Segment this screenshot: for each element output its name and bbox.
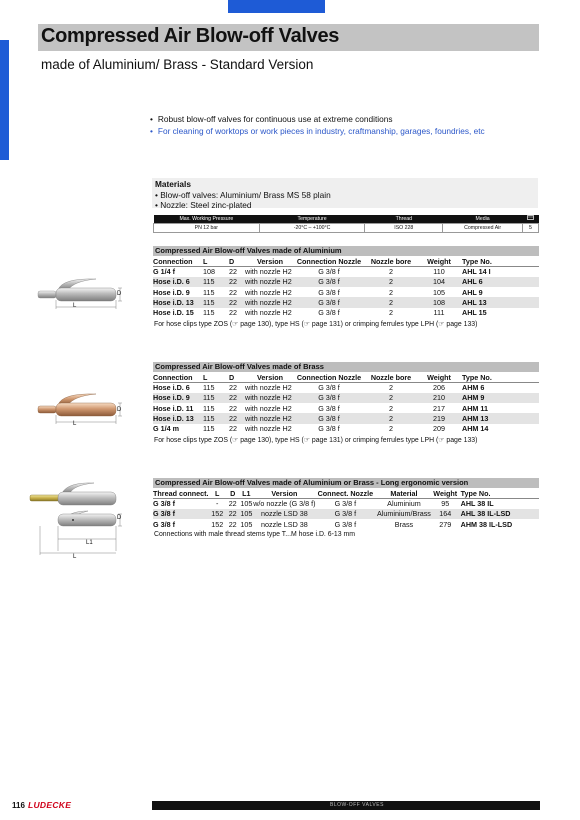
section-title-brass: Compressed Air Blow-off Valves made of Brass bbox=[153, 362, 539, 372]
cell-l: 152 bbox=[209, 509, 226, 519]
cell-l: 115 bbox=[203, 403, 215, 413]
section-note: For hose clips type ZOS (☞ page 130), type HS (☞ page 131) or crimping ferrules type LPH (☞ page 133) bbox=[154, 321, 478, 328]
cell-connection: G 1/4 m bbox=[153, 424, 179, 434]
section-note: For hose clips type ZOS (☞ page 130), type HS (☞ page 131) or crimping ferrules type LPH (☞ page 133) bbox=[154, 437, 478, 444]
cell-d: 22 bbox=[229, 393, 245, 403]
column-header: Version bbox=[245, 256, 295, 267]
spec-header: Media bbox=[443, 215, 523, 223]
column-header: Type No. bbox=[458, 488, 539, 499]
table-row bbox=[153, 509, 539, 519]
cell-version: with nozzle H2 bbox=[245, 267, 292, 277]
column-header: D bbox=[226, 488, 239, 499]
table-row bbox=[153, 393, 539, 403]
table-row bbox=[153, 383, 539, 393]
cell-nozzle: G 3/8 f bbox=[318, 308, 340, 318]
cell-d: 22 bbox=[229, 308, 237, 318]
cell-bore: 2 bbox=[363, 297, 419, 307]
cell-d: 22 bbox=[229, 413, 245, 423]
cell-l1: 105 bbox=[240, 509, 253, 519]
cell-l: 115 bbox=[203, 277, 229, 287]
cell-version: with nozzle H2 bbox=[245, 393, 295, 403]
table-header-row bbox=[153, 488, 539, 499]
spec-value: Compressed Air bbox=[443, 223, 523, 232]
cell-l1: 105 bbox=[240, 519, 253, 529]
dimension-d-label: D bbox=[117, 515, 122, 521]
column-header: Weight bbox=[433, 488, 458, 498]
table-row bbox=[153, 424, 539, 434]
page-subtitle: made of Aluminium/ Brass - Standard Version bbox=[41, 57, 314, 72]
page-number: 116 bbox=[12, 801, 25, 810]
section-note: Connections with male thread stems type T...M hose i.D. 6-13 mm bbox=[154, 531, 355, 538]
cell-d: 22 bbox=[229, 267, 237, 277]
column-header: Connection bbox=[153, 372, 203, 383]
cell-version: with nozzle H2 bbox=[245, 403, 292, 413]
cell-material: Aluminium bbox=[387, 499, 421, 509]
cell-type-no: AHM 14 bbox=[462, 424, 489, 434]
column-header: Connection Nozzle bbox=[296, 256, 362, 266]
cell-connection: G 1/4 f bbox=[153, 267, 175, 277]
cell-weight: 95 bbox=[441, 499, 450, 509]
column-header: D bbox=[229, 256, 245, 267]
cell-thread: G 3/8 f bbox=[153, 499, 175, 509]
cell-nozzle: G 3/8 f bbox=[318, 287, 340, 297]
cell-thread: G 3/8 f bbox=[153, 519, 175, 529]
dimension-l-label: L bbox=[73, 303, 77, 309]
materials-item: • Blow-off valves: Aluminium/ Brass MS 58 plain bbox=[155, 189, 331, 200]
cell-thread: G 3/8 f bbox=[153, 509, 209, 519]
cell-connection: Hose i.D. 13 bbox=[153, 413, 203, 423]
dimension-d-label: D bbox=[117, 407, 122, 413]
cell-bore: 2 bbox=[363, 393, 419, 403]
brass-valve-image bbox=[34, 391, 126, 431]
cell-nozzle: G 3/8 f bbox=[318, 424, 340, 434]
cell-nozzle: G 3/8 f bbox=[318, 267, 340, 277]
column-header: Version bbox=[253, 488, 315, 499]
cell-weight: 279 bbox=[439, 519, 452, 529]
side-accent-bar bbox=[0, 40, 9, 160]
cell-l: 115 bbox=[203, 287, 215, 297]
cell-material: Aluminium/Brass bbox=[376, 509, 431, 519]
cell-nozzle: G 3/8 f bbox=[334, 499, 357, 509]
column-header: Nozzle bore bbox=[363, 372, 419, 383]
column-header: L bbox=[203, 256, 229, 267]
cell-connection: Hose i.D. 9 bbox=[153, 287, 190, 297]
product-table-ergonomic bbox=[153, 488, 539, 529]
cell-d: 22 bbox=[229, 424, 237, 434]
table-row bbox=[153, 519, 539, 529]
cell-weight: 110 bbox=[433, 267, 445, 277]
table-row bbox=[153, 287, 539, 297]
cell-weight: 206 bbox=[433, 383, 445, 393]
cell-weight: 108 bbox=[419, 297, 459, 307]
cell-version: with nozzle H2 bbox=[245, 277, 295, 287]
spec-header: Thread bbox=[365, 215, 443, 223]
package-icon bbox=[523, 215, 539, 223]
cell-version: with nozzle H2 bbox=[245, 287, 292, 297]
cell-version: w/o nozzle (G 3/8 f) bbox=[253, 499, 316, 509]
section-title-ergonomic: Compressed Air Blow-off Valves made of Aluminium or Brass - Long ergonomic version bbox=[153, 478, 539, 488]
column-header: L1 bbox=[239, 488, 253, 499]
cell-type-no: AHL 13 bbox=[459, 297, 539, 307]
cell-l1: 105 bbox=[240, 499, 253, 509]
cell-version: nozzle LSD 38 bbox=[261, 519, 308, 529]
cell-connection: Hose i.D. 15 bbox=[153, 308, 194, 318]
column-header: L bbox=[203, 372, 229, 383]
cell-d: 22 bbox=[228, 519, 237, 529]
table-row bbox=[153, 499, 539, 509]
cell-type-no: AHL 15 bbox=[462, 308, 487, 318]
cell-weight: 104 bbox=[419, 277, 459, 287]
dimension-l-label: L bbox=[73, 421, 77, 427]
column-header: Thread connect. bbox=[153, 488, 209, 498]
cell-bore: 2 bbox=[363, 413, 419, 423]
cell-version: nozzle LSD 38 bbox=[253, 509, 315, 519]
cell-bore: 2 bbox=[389, 308, 393, 318]
cell-l: - bbox=[216, 499, 219, 509]
cell-nozzle: G 3/8 f bbox=[318, 383, 340, 393]
materials-box bbox=[152, 178, 538, 208]
cell-l: 108 bbox=[203, 267, 215, 277]
table-header-row bbox=[153, 256, 539, 267]
section-title-aluminium: Compressed Air Blow-off Valves made of Aluminium bbox=[153, 246, 539, 256]
cell-d: 22 bbox=[229, 277, 245, 287]
cell-version: with nozzle H2 bbox=[245, 308, 292, 318]
cell-nozzle: G 3/8 f bbox=[334, 519, 357, 529]
cell-bore: 2 bbox=[389, 287, 393, 297]
cell-type-no: AHM 6 bbox=[462, 383, 485, 393]
top-tab-marker bbox=[228, 0, 325, 13]
cell-nozzle: G 3/8 f bbox=[295, 413, 363, 423]
brand-logo: LUDECKE bbox=[28, 800, 72, 810]
page-title: Compressed Air Blow-off Valves bbox=[41, 25, 340, 47]
cell-connection: Hose i.D. 13 bbox=[153, 297, 203, 307]
cell-bore: 2 bbox=[389, 383, 393, 393]
column-header: Weight bbox=[419, 372, 459, 383]
cell-bore: 2 bbox=[389, 267, 393, 277]
cell-version: with nozzle H2 bbox=[245, 413, 295, 423]
materials-heading: Materials bbox=[155, 179, 191, 189]
table-header-row bbox=[153, 372, 539, 383]
cell-type-no: AHM 9 bbox=[459, 393, 539, 403]
cell-nozzle: G 3/8 f bbox=[295, 393, 363, 403]
cell-type-no: AHL 38 IL bbox=[460, 499, 494, 509]
column-header: L bbox=[209, 488, 226, 499]
spec-header: Temperature bbox=[259, 215, 365, 223]
cell-nozzle: G 3/8 f bbox=[316, 509, 376, 519]
cell-weight: 219 bbox=[419, 413, 459, 423]
spec-value: ISO 228 bbox=[365, 223, 443, 232]
cell-weight: 217 bbox=[433, 403, 445, 413]
feature-item: • For cleaning of worktops or work pieces in industry, craftmanship, garages, foundries, etc bbox=[150, 125, 485, 137]
cell-l: 115 bbox=[203, 413, 229, 423]
cell-d: 22 bbox=[228, 499, 237, 509]
cell-l: 115 bbox=[203, 308, 215, 318]
cell-version: with nozzle H2 bbox=[245, 424, 292, 434]
column-header: Nozzle bore bbox=[363, 256, 419, 267]
aluminium-valve-image bbox=[34, 276, 126, 316]
cell-type-no: AHM 38 IL-LSD bbox=[460, 519, 513, 529]
product-table-brass bbox=[153, 372, 539, 434]
cell-nozzle: G 3/8 f bbox=[295, 297, 363, 307]
table-row bbox=[153, 267, 539, 277]
spec-value: PN 12 bar bbox=[154, 223, 260, 232]
column-header: Type No. bbox=[459, 256, 539, 267]
dimension-l1-label: L1 bbox=[86, 540, 93, 546]
dimension-l-label: L bbox=[73, 554, 77, 560]
table-row bbox=[153, 403, 539, 413]
cell-type-no: AHL 6 bbox=[459, 277, 539, 287]
cell-weight: 111 bbox=[433, 308, 445, 318]
product-table-aluminium bbox=[153, 256, 539, 318]
cell-weight: 164 bbox=[433, 509, 458, 519]
table-row bbox=[153, 297, 539, 307]
cell-type-no: AHM 13 bbox=[459, 413, 539, 423]
cell-material: Brass bbox=[394, 519, 414, 529]
cell-nozzle: G 3/8 f bbox=[318, 403, 340, 413]
cell-type-no: AHL 38 IL-LSD bbox=[458, 509, 539, 519]
column-header: Weight bbox=[419, 256, 459, 267]
cell-connection: Hose i.D. 9 bbox=[153, 393, 203, 403]
cell-weight: 209 bbox=[433, 424, 445, 434]
spec-header: Max. Working Pressure bbox=[154, 215, 260, 223]
cell-nozzle: G 3/8 f bbox=[295, 277, 363, 287]
cell-weight: 105 bbox=[433, 287, 445, 297]
cell-bore: 2 bbox=[363, 277, 419, 287]
cell-l: 115 bbox=[203, 297, 229, 307]
spec-table bbox=[153, 215, 539, 233]
cell-d: 22 bbox=[229, 383, 237, 393]
cell-l: 115 bbox=[203, 393, 229, 403]
cell-connection: Hose i.D. 11 bbox=[153, 403, 194, 413]
materials-item: • Nozzle: Steel zinc-plated bbox=[155, 200, 252, 210]
cell-d: 22 bbox=[229, 297, 245, 307]
cell-d: 22 bbox=[226, 509, 239, 519]
cell-d: 22 bbox=[229, 287, 237, 297]
column-header: Connect. Nozzle bbox=[316, 488, 376, 499]
column-header: Connection bbox=[153, 256, 203, 267]
spec-value: -20°C – +100°C bbox=[259, 223, 365, 232]
cell-version: with nozzle H2 bbox=[245, 297, 295, 307]
footer-label: BLOW-OFF VALVES bbox=[330, 802, 384, 808]
table-row bbox=[153, 308, 539, 318]
column-header: Version bbox=[245, 372, 295, 383]
feature-item: • Robust blow-off valves for continuous use at extreme conditions bbox=[150, 113, 485, 125]
cell-type-no: AHL 14 I bbox=[462, 267, 491, 277]
cell-type-no: AHL 9 bbox=[462, 287, 483, 297]
cell-l: 152 bbox=[211, 519, 224, 529]
cell-d: 22 bbox=[229, 403, 237, 413]
column-header: Material bbox=[375, 488, 433, 499]
column-header: Connection Nozzle bbox=[296, 372, 362, 382]
spec-value: 5 bbox=[523, 223, 539, 232]
cell-bore: 2 bbox=[389, 424, 393, 434]
cell-bore: 2 bbox=[389, 403, 393, 413]
cell-connection: Hose i.D. 6 bbox=[153, 383, 190, 393]
cell-type-no: AHM 11 bbox=[462, 403, 488, 413]
table-row bbox=[153, 277, 539, 287]
cell-l: 115 bbox=[203, 424, 215, 434]
long-ergonomic-valve-image bbox=[28, 481, 124, 561]
cell-weight: 210 bbox=[419, 393, 459, 403]
feature-list bbox=[150, 113, 485, 137]
cell-l: 115 bbox=[203, 383, 215, 393]
dimension-d-label: D bbox=[117, 291, 122, 297]
table-row bbox=[153, 413, 539, 423]
column-header: Type No. bbox=[459, 372, 539, 383]
cell-version: with nozzle H2 bbox=[245, 383, 292, 393]
cell-connection: Hose i.D. 6 bbox=[153, 277, 203, 287]
column-header: D bbox=[229, 372, 245, 383]
